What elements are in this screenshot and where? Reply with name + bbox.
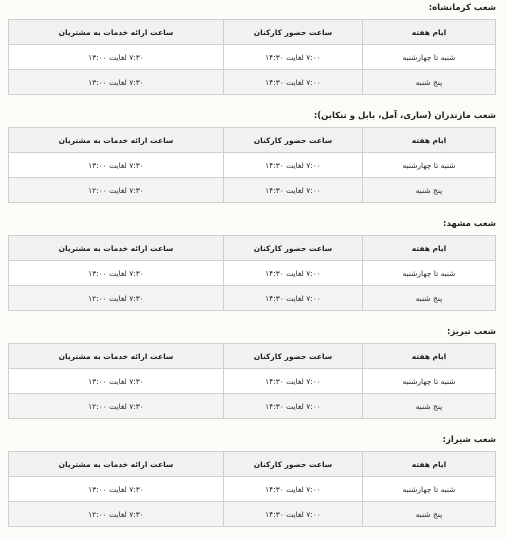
- cell-service-hours: ۷:۳۰ لغایت ۱۳:۰۰: [9, 477, 224, 502]
- cell-days: شنبه تا چهارشنبه: [363, 153, 496, 178]
- cell-days: شنبه تا چهارشنبه: [363, 369, 496, 394]
- cell-staff-hours: ۷:۰۰ لغایت ۱۴:۳۰: [224, 394, 363, 419]
- header-days: ایام هفته: [363, 452, 496, 477]
- table-header-row: [9, 128, 496, 153]
- branch-section-shiraz: [0, 432, 506, 540]
- cell-staff-hours: ۷:۰۰ لغایت ۱۴:۳۰: [224, 178, 363, 203]
- cell-service-hours: ۷:۳۰ لغایت ۱۳:۰۰: [9, 153, 224, 178]
- branch-section-mazandaran: [0, 108, 506, 216]
- header-service-hours: ساعت ارائه خدمات به مشتریان: [9, 128, 224, 153]
- header-service-hours: ساعت ارائه خدمات به مشتریان: [9, 20, 224, 45]
- header-staff-hours: ساعت حضور کارکنان: [224, 344, 363, 369]
- table-row: [9, 45, 496, 70]
- schedule-table: [8, 343, 496, 419]
- cell-days: پنج شنبه: [363, 394, 496, 419]
- table-row: [9, 178, 496, 203]
- branch-section-kermanshah: [0, 0, 506, 108]
- cell-staff-hours: ۷:۰۰ لغایت ۱۴:۳۰: [224, 286, 363, 311]
- table-row: [9, 261, 496, 286]
- cell-service-hours: ۷:۳۰ لغایت ۱۳:۰۰: [9, 369, 224, 394]
- branch-title: شعب کرمانشاه:: [428, 3, 496, 13]
- header-staff-hours: ساعت حضور کارکنان: [224, 128, 363, 153]
- cell-days: پنج شنبه: [363, 286, 496, 311]
- cell-service-hours: ۷:۳۰ لغایت ۱۲:۰۰: [9, 178, 224, 203]
- branch-section-tabriz: [0, 324, 506, 432]
- header-days: ایام هفته: [363, 236, 496, 261]
- cell-staff-hours: ۷:۰۰ لغایت ۱۴:۳۰: [224, 261, 363, 286]
- table-row: [9, 70, 496, 95]
- table-row: [9, 286, 496, 311]
- cell-days: پنج شنبه: [363, 178, 496, 203]
- branch-title: شعب مشهد:: [443, 219, 496, 229]
- cell-service-hours: ۷:۳۰ لغایت ۱۲:۰۰: [9, 286, 224, 311]
- branch-title: شعب مازندران (ساری، آمل، بابل و تنکابن):: [313, 111, 496, 121]
- branch-title: شعب تبریز:: [447, 327, 496, 337]
- cell-days: شنبه تا چهارشنبه: [363, 45, 496, 70]
- table-row: [9, 477, 496, 502]
- table-header-row: [9, 452, 496, 477]
- table-row: [9, 153, 496, 178]
- branch-section-mashhad: [0, 216, 506, 324]
- schedule-table: [8, 451, 496, 527]
- table-row: [9, 394, 496, 419]
- cell-service-hours: ۷:۳۰ لغایت ۱۳:۰۰: [9, 45, 224, 70]
- table-header-row: [9, 236, 496, 261]
- header-service-hours: ساعت ارائه خدمات به مشتریان: [9, 236, 224, 261]
- cell-days: پنج شنبه: [363, 70, 496, 95]
- table-row: [9, 502, 496, 527]
- header-days: ایام هفته: [363, 344, 496, 369]
- header-service-hours: ساعت ارائه خدمات به مشتریان: [9, 452, 224, 477]
- cell-days: شنبه تا چهارشنبه: [363, 477, 496, 502]
- header-staff-hours: ساعت حضور کارکنان: [224, 452, 363, 477]
- table-header-row: [9, 344, 496, 369]
- header-days: ایام هفته: [363, 128, 496, 153]
- header-staff-hours: ساعت حضور کارکنان: [224, 20, 363, 45]
- cell-staff-hours: ۷:۰۰ لغایت ۱۴:۳۰: [224, 502, 363, 527]
- schedule-table: [8, 127, 496, 203]
- schedule-table: [8, 19, 496, 95]
- header-service-hours: ساعت ارائه خدمات به مشتریان: [9, 344, 224, 369]
- cell-days: پنج شنبه: [363, 502, 496, 527]
- schedule-table: [8, 235, 496, 311]
- cell-staff-hours: ۷:۰۰ لغایت ۱۴:۳۰: [224, 477, 363, 502]
- cell-service-hours: ۷:۳۰ لغایت ۱۳:۰۰: [9, 70, 224, 95]
- branch-title: شعب شیراز:: [442, 435, 496, 445]
- cell-service-hours: ۷:۳۰ لغایت ۱۳:۰۰: [9, 261, 224, 286]
- header-staff-hours: ساعت حضور کارکنان: [224, 236, 363, 261]
- cell-service-hours: ۷:۳۰ لغایت ۱۲:۰۰: [9, 502, 224, 527]
- header-days: ایام هفته: [363, 20, 496, 45]
- cell-staff-hours: ۷:۰۰ لغایت ۱۴:۳۰: [224, 153, 363, 178]
- table-row: [9, 369, 496, 394]
- cell-days: شنبه تا چهارشنبه: [363, 261, 496, 286]
- cell-staff-hours: ۷:۰۰ لغایت ۱۴:۳۰: [224, 70, 363, 95]
- cell-service-hours: ۷:۳۰ لغایت ۱۲:۰۰: [9, 394, 224, 419]
- cell-staff-hours: ۷:۰۰ لغایت ۱۴:۳۰: [224, 369, 363, 394]
- cell-staff-hours: ۷:۰۰ لغایت ۱۴:۳۰: [224, 45, 363, 70]
- table-header-row: [9, 20, 496, 45]
